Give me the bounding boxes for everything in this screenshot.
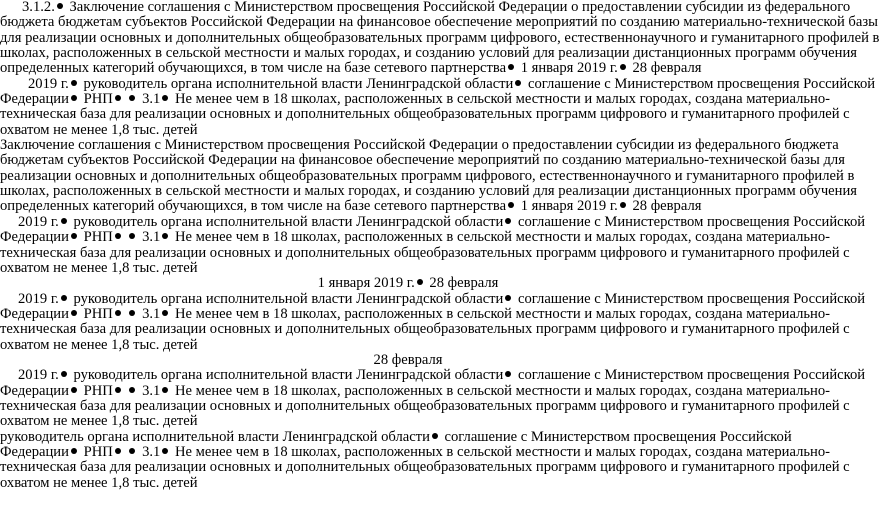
text-line — [0, 75, 876, 92]
bullet-icon — [515, 80, 521, 86]
bullet-icon — [620, 64, 626, 70]
bullet-icon — [115, 387, 121, 393]
bullet-icon — [115, 233, 121, 239]
bullet-icon — [129, 448, 135, 454]
text-segment: Федерации — [0, 443, 69, 460]
text-segment: 28 февраля — [429, 275, 499, 292]
text-segment: РНП — [83, 305, 113, 322]
text-segment: РНП — [83, 382, 113, 399]
text-segment: соглашение с Министерством просвещения Российской — [518, 367, 866, 384]
text-line — [0, 229, 830, 246]
bullet-icon — [115, 310, 121, 316]
bullet-icon — [162, 387, 168, 393]
text-segment: руководитель органа исполнительной власти Ленинградской области — [83, 75, 514, 92]
bullet-icon — [61, 218, 67, 224]
bullet-icon — [162, 310, 168, 316]
text-line — [0, 244, 850, 261]
text-segment: охватом не менее 1,8 тыс. детей — [0, 121, 198, 138]
text-segment: техническая база для реализации основных и дополнительных общеобразовательных программ цифрового и гуманитарного профилей с — [0, 459, 850, 476]
text-segment: Не менее чем в 18 школах, расположенных в сельской местности и малых городах, создана материально- — [175, 91, 830, 108]
text-line — [0, 414, 816, 429]
text-segment: РНП — [83, 229, 113, 246]
bullet-icon — [505, 295, 511, 301]
text-segment: техническая база для реализации основных и дополнительных общеобразовательных программ цифрового и гуманитарного профилей с — [0, 321, 850, 338]
text-segment: техническая база для реализации основных и дополнительных общеобразовательных программ цифрового и гуманитарного профилей с — [0, 106, 850, 123]
bullet-icon — [508, 64, 514, 70]
text-segment: 2019 г. — [28, 75, 69, 92]
text-segment: реализации основных и дополнительных общеобразовательных программ цифрового, естественнонаучного и гуманитарного профилей в — [0, 167, 855, 184]
text-line — [0, 443, 830, 460]
text-line — [0, 459, 850, 476]
text-segment: 3.1 — [142, 91, 161, 108]
bullet-icon — [417, 279, 423, 285]
text-line — [0, 123, 816, 138]
bullet-icon — [432, 433, 438, 439]
text-segment: 3.1 — [142, 443, 161, 460]
text-segment: 1 января 2019 г. — [317, 275, 415, 292]
text-segment: Не менее чем в 18 школах, расположенных в сельской местности и малых городах, создана материально- — [175, 443, 830, 460]
text-segment: школах, расположенных в сельской местности и малых городах, и созданию условий для реализации дистанционных программ обучения — [0, 45, 857, 62]
text-line — [0, 29, 879, 46]
bullet-icon — [162, 95, 168, 101]
text-segment: определенных категорий обучающихся, в том числе на базе сетевого партнерства — [0, 60, 507, 77]
text-line — [0, 430, 816, 445]
text-line — [0, 45, 857, 62]
text-line — [0, 290, 866, 307]
text-segment: руководитель органа исполнительной власти Ленинградской области — [73, 213, 504, 230]
text-segment: соглашение с Министерством просвещения Российской — [528, 75, 876, 92]
text-line — [0, 61, 816, 76]
bullet-icon — [71, 448, 77, 454]
text-segment: 1 января 2019 г. — [520, 198, 618, 215]
text-line — [0, 367, 866, 384]
text-line — [0, 0, 851, 15]
text-line — [0, 199, 816, 214]
text-segment: Федерации — [0, 305, 69, 322]
text-segment: 3.1.2. — [22, 0, 55, 15]
text-segment: школах, расположенных в сельской местности и малых городах, и созданию условий для реализации дистанционных программ обучения — [0, 183, 857, 200]
text-segment: бюджета бюджетам субъектов Российской Федерации на финансовое обеспечение мероприятий по созданию материально-технической базы — [0, 14, 878, 31]
bullet-icon — [71, 233, 77, 239]
text-segment: 2019 г. — [18, 367, 59, 384]
text-segment: 2019 г. — [18, 290, 59, 307]
bullet-icon — [57, 3, 63, 9]
text-segment: руководитель органа исполнительной власти Ленинградской области — [73, 367, 504, 384]
bullet-icon — [508, 202, 514, 208]
bullet-icon — [505, 371, 511, 377]
text-segment: охватом не менее 1,8 тыс. детей — [0, 259, 198, 276]
text-segment: 3.1 — [142, 305, 161, 322]
text-segment: бюджетам субъектов Российской Федерации на финансовое обеспечение мероприятий по созданию материально-технической базы для — [0, 152, 845, 169]
text-line — [0, 476, 816, 491]
bullet-icon — [620, 202, 626, 208]
text-line — [0, 14, 878, 31]
bullet-icon — [61, 295, 67, 301]
bullet-icon — [115, 95, 121, 101]
text-segment: РНП — [83, 91, 113, 108]
text-line — [0, 106, 850, 123]
text-line — [0, 183, 857, 200]
text-line — [0, 137, 839, 154]
text-segment: Не менее чем в 18 школах, расположенных в сельской местности и малых городах, создана материально- — [175, 382, 830, 399]
bullet-icon — [71, 80, 77, 86]
bullet-icon — [129, 233, 135, 239]
bullet-icon — [129, 310, 135, 316]
text-segment: охватом не менее 1,8 тыс. детей — [0, 336, 198, 353]
text-segment: Заключение соглашения с Министерством просвещения Российской Федерации о предоставлении субсидии из федерального — [69, 0, 851, 15]
text-segment: Не менее чем в 18 школах, расположенных в сельской местности и малых городах, создана материально- — [175, 305, 830, 322]
text-line — [0, 305, 830, 322]
text-segment: соглашение с Министерством просвещения Российской — [518, 213, 866, 230]
bullet-icon — [115, 448, 121, 454]
bullet-icon — [162, 448, 168, 454]
text-line — [0, 167, 855, 184]
text-line — [0, 321, 850, 338]
text-segment: 2019 г. — [18, 213, 59, 230]
text-segment: руководитель органа исполнительной власти Ленинградской области — [0, 428, 430, 445]
text-segment: Заключение соглашения с Министерством просвещения Российской Федерации о предоставлении субсидии из федерального бюджета — [0, 137, 839, 154]
text-line — [0, 91, 830, 108]
text-line — [0, 213, 866, 230]
text-line — [0, 382, 830, 399]
text-segment: Федерации — [0, 229, 69, 246]
bullet-icon — [129, 387, 135, 393]
text-segment: Федерации — [0, 382, 69, 399]
text-segment: 28 февраля — [632, 198, 702, 215]
bullet-icon — [162, 233, 168, 239]
text-segment: 28 февраля — [632, 60, 702, 77]
text-segment: охватом не менее 1,8 тыс. детей — [0, 474, 198, 491]
text-line — [0, 338, 816, 353]
text-line — [0, 353, 816, 368]
bullet-icon — [71, 310, 77, 316]
bullet-icon — [61, 371, 67, 377]
text-segment: определенных категорий обучающихся, в том числе на базе сетевого партнерства — [0, 198, 507, 215]
bullet-icon — [129, 95, 135, 101]
text-segment: соглашение с Министерством просвещения Российской — [444, 428, 792, 445]
bullet-icon — [505, 218, 511, 224]
text-line — [0, 276, 816, 291]
text-segment: Федерации — [0, 91, 69, 108]
text-line — [0, 152, 845, 169]
text-segment: Не менее чем в 18 школах, расположенных в сельской местности и малых городах, создана материально- — [175, 229, 830, 246]
text-segment: охватом не менее 1,8 тыс. детей — [0, 413, 198, 430]
bullet-icon — [71, 387, 77, 393]
text-line — [0, 397, 850, 414]
text-segment: техническая база для реализации основных и дополнительных общеобразовательных программ цифрового и гуманитарного профилей с — [0, 244, 850, 261]
text-segment: 28 февраля — [373, 351, 443, 368]
text-line — [0, 261, 816, 276]
text-segment: 3.1 — [142, 229, 161, 246]
text-segment: руководитель органа исполнительной власти Ленинградской области — [73, 290, 504, 307]
text-segment: для реализации основных и дополнительных общеобразовательных программ цифрового, естественнонаучного и гуманитарного профилей в — [0, 29, 879, 46]
text-segment: соглашение с Министерством просвещения Российской — [518, 290, 866, 307]
text-segment: 3.1 — [142, 382, 161, 399]
text-segment: техническая база для реализации основных и дополнительных общеобразовательных программ цифрового и гуманитарного профилей с — [0, 397, 850, 414]
text-segment: РНП — [83, 443, 113, 460]
bullet-icon — [71, 95, 77, 101]
text-segment: 1 января 2019 г. — [520, 60, 618, 77]
